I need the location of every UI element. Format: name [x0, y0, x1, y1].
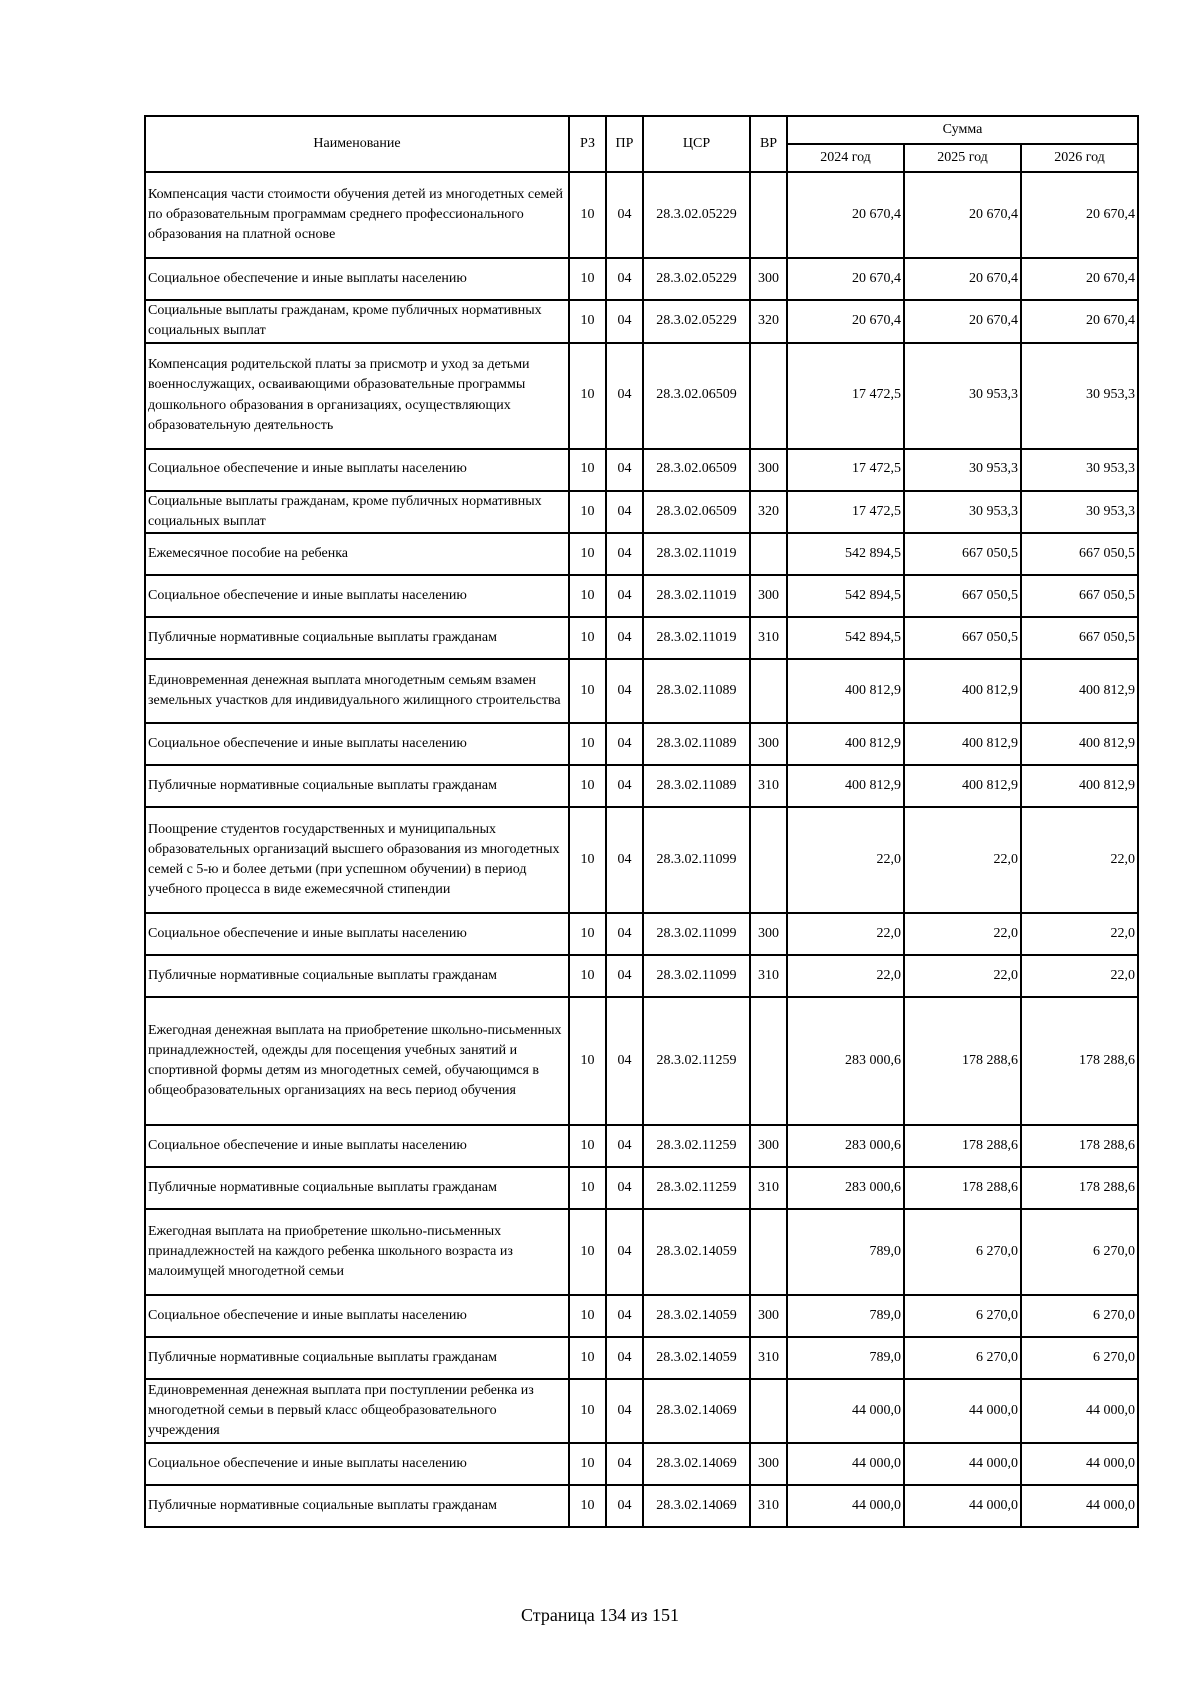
cell-amount-2024: 789,0 — [787, 1295, 904, 1337]
cell-amount-2026: 22,0 — [1021, 807, 1138, 913]
cell-amount-2025: 667 050,5 — [904, 617, 1021, 659]
cell-name: Социальное обеспечение и иные выплаты населению — [145, 1295, 569, 1337]
cell-rz: 10 — [569, 997, 606, 1125]
cell-amount-2025: 400 812,9 — [904, 723, 1021, 765]
cell-name: Ежегодная выплата на приобретение школьно-письменных принадлежностей на каждого ребенка школьного возраста из малоимущей многодетной семьи — [145, 1209, 569, 1295]
cell-amount-2025: 6 270,0 — [904, 1295, 1021, 1337]
cell-name: Поощрение студентов государственных и муниципальных образовательных организаций высшего образования из многодетных семей с 5-ю и более детьми (при успешном обучении) в период учебного процесса в виде ежемесячной стипендии — [145, 807, 569, 913]
cell-amount-2026: 178 288,6 — [1021, 997, 1138, 1125]
cell-amount-2026: 20 670,4 — [1021, 172, 1138, 258]
page-number: Страница 134 из 151 — [521, 1605, 679, 1625]
cell-csr: 28.3.02.11089 — [643, 723, 750, 765]
cell-name: Социальные выплаты гражданам, кроме публичных нормативных социальных выплат — [145, 491, 569, 534]
cell-csr: 28.3.02.14069 — [643, 1443, 750, 1485]
cell-vr: 310 — [750, 765, 787, 807]
header-year-2025: 2025 год — [904, 144, 1021, 172]
cell-name: Единовременная денежная выплата при поступлении ребенка из многодетной семьи в первый класс общеобразовательного учреждения — [145, 1379, 569, 1443]
cell-amount-2024: 44 000,0 — [787, 1379, 904, 1443]
cell-name: Социальное обеспечение и иные выплаты населению — [145, 723, 569, 765]
cell-pr: 04 — [606, 1485, 643, 1527]
cell-amount-2026: 20 670,4 — [1021, 300, 1138, 343]
cell-amount-2024: 20 670,4 — [787, 258, 904, 300]
cell-pr: 04 — [606, 1337, 643, 1379]
cell-vr — [750, 997, 787, 1125]
cell-amount-2025: 22,0 — [904, 807, 1021, 913]
cell-amount-2024: 44 000,0 — [787, 1485, 904, 1527]
cell-amount-2025: 178 288,6 — [904, 1167, 1021, 1209]
header-sum: Сумма — [787, 116, 1138, 144]
table-row — [145, 1209, 1138, 1295]
cell-amount-2026: 22,0 — [1021, 955, 1138, 997]
cell-amount-2026: 667 050,5 — [1021, 533, 1138, 575]
cell-amount-2025: 400 812,9 — [904, 765, 1021, 807]
cell-pr: 04 — [606, 1295, 643, 1337]
cell-pr: 04 — [606, 723, 643, 765]
cell-csr: 28.3.02.14059 — [643, 1295, 750, 1337]
cell-csr: 28.3.02.14069 — [643, 1379, 750, 1443]
table-row — [145, 955, 1138, 997]
table-row — [145, 807, 1138, 913]
cell-rz: 10 — [569, 913, 606, 955]
cell-amount-2025: 30 953,3 — [904, 343, 1021, 449]
cell-amount-2026: 44 000,0 — [1021, 1443, 1138, 1485]
cell-amount-2024: 400 812,9 — [787, 723, 904, 765]
cell-pr: 04 — [606, 997, 643, 1125]
cell-name: Социальное обеспечение и иные выплаты населению — [145, 449, 569, 491]
cell-name: Социальное обеспечение и иные выплаты населению — [145, 1443, 569, 1485]
table-row — [145, 659, 1138, 723]
cell-csr: 28.3.02.11019 — [643, 533, 750, 575]
table-row — [145, 172, 1138, 258]
cell-amount-2025: 178 288,6 — [904, 997, 1021, 1125]
cell-csr: 28.3.02.14069 — [643, 1485, 750, 1527]
cell-amount-2026: 667 050,5 — [1021, 575, 1138, 617]
cell-amount-2025: 30 953,3 — [904, 491, 1021, 534]
cell-vr — [750, 807, 787, 913]
cell-pr: 04 — [606, 913, 643, 955]
cell-amount-2024: 17 472,5 — [787, 491, 904, 534]
cell-vr: 310 — [750, 1337, 787, 1379]
cell-vr: 300 — [750, 913, 787, 955]
cell-amount-2024: 22,0 — [787, 807, 904, 913]
cell-pr: 04 — [606, 575, 643, 617]
cell-csr: 28.3.02.06509 — [643, 449, 750, 491]
header-rz: РЗ — [569, 116, 606, 172]
cell-name: Публичные нормативные социальные выплаты гражданам — [145, 617, 569, 659]
cell-csr: 28.3.02.11259 — [643, 997, 750, 1125]
table-row — [145, 913, 1138, 955]
cell-csr: 28.3.02.11259 — [643, 1125, 750, 1167]
cell-rz: 10 — [569, 172, 606, 258]
cell-name: Публичные нормативные социальные выплаты гражданам — [145, 765, 569, 807]
table-row — [145, 1443, 1138, 1485]
table-row — [145, 1379, 1138, 1443]
cell-amount-2025: 30 953,3 — [904, 449, 1021, 491]
cell-amount-2026: 178 288,6 — [1021, 1167, 1138, 1209]
table-row — [145, 258, 1138, 300]
header-year-2024: 2024 год — [787, 144, 904, 172]
cell-vr: 310 — [750, 955, 787, 997]
cell-csr: 28.3.02.14059 — [643, 1337, 750, 1379]
cell-amount-2024: 542 894,5 — [787, 533, 904, 575]
cell-amount-2025: 400 812,9 — [904, 659, 1021, 723]
cell-vr: 310 — [750, 1485, 787, 1527]
cell-pr: 04 — [606, 765, 643, 807]
table-row — [145, 1337, 1138, 1379]
cell-amount-2026: 6 270,0 — [1021, 1337, 1138, 1379]
table-row — [145, 1295, 1138, 1337]
table-row — [145, 533, 1138, 575]
cell-amount-2024: 400 812,9 — [787, 765, 904, 807]
cell-amount-2024: 20 670,4 — [787, 172, 904, 258]
cell-vr: 300 — [750, 723, 787, 765]
budget-table — [144, 115, 1139, 1528]
cell-amount-2025: 44 000,0 — [904, 1485, 1021, 1527]
header-vr: ВР — [750, 116, 787, 172]
cell-csr: 28.3.02.11099 — [643, 955, 750, 997]
table-row — [145, 449, 1138, 491]
cell-rz: 10 — [569, 1443, 606, 1485]
header-year-2026: 2026 год — [1021, 144, 1138, 172]
cell-rz: 10 — [569, 1379, 606, 1443]
table-row — [145, 343, 1138, 449]
cell-rz: 10 — [569, 343, 606, 449]
cell-amount-2024: 283 000,6 — [787, 1125, 904, 1167]
cell-name: Единовременная денежная выплата многодетным семьям взамен земельных участков для индивидуального жилищного строительства — [145, 659, 569, 723]
cell-vr — [750, 172, 787, 258]
cell-pr: 04 — [606, 449, 643, 491]
cell-vr: 320 — [750, 300, 787, 343]
cell-vr: 310 — [750, 1167, 787, 1209]
cell-name: Публичные нормативные социальные выплаты гражданам — [145, 955, 569, 997]
cell-amount-2025: 20 670,4 — [904, 258, 1021, 300]
cell-pr: 04 — [606, 617, 643, 659]
cell-rz: 10 — [569, 449, 606, 491]
cell-amount-2025: 22,0 — [904, 913, 1021, 955]
cell-amount-2024: 20 670,4 — [787, 300, 904, 343]
cell-name: Публичные нормативные социальные выплаты гражданам — [145, 1485, 569, 1527]
cell-pr: 04 — [606, 1167, 643, 1209]
cell-amount-2025: 667 050,5 — [904, 575, 1021, 617]
cell-vr: 300 — [750, 575, 787, 617]
cell-csr: 28.3.02.11099 — [643, 913, 750, 955]
header-name: Наименование — [145, 116, 569, 172]
cell-amount-2025: 20 670,4 — [904, 300, 1021, 343]
cell-amount-2026: 20 670,4 — [1021, 258, 1138, 300]
cell-pr: 04 — [606, 1125, 643, 1167]
cell-amount-2024: 17 472,5 — [787, 449, 904, 491]
cell-amount-2026: 44 000,0 — [1021, 1379, 1138, 1443]
cell-amount-2024: 542 894,5 — [787, 575, 904, 617]
cell-rz: 10 — [569, 491, 606, 534]
cell-name: Ежемесячное пособие на ребенка — [145, 533, 569, 575]
table-row — [145, 765, 1138, 807]
cell-name: Социальное обеспечение и иные выплаты населению — [145, 913, 569, 955]
cell-amount-2026: 6 270,0 — [1021, 1209, 1138, 1295]
cell-amount-2026: 44 000,0 — [1021, 1485, 1138, 1527]
cell-vr: 300 — [750, 258, 787, 300]
cell-rz: 10 — [569, 723, 606, 765]
cell-amount-2024: 283 000,6 — [787, 1167, 904, 1209]
cell-name: Социальное обеспечение и иные выплаты населению — [145, 1125, 569, 1167]
cell-csr: 28.3.02.11019 — [643, 575, 750, 617]
cell-name: Публичные нормативные социальные выплаты гражданам — [145, 1337, 569, 1379]
cell-rz: 10 — [569, 1125, 606, 1167]
cell-vr: 320 — [750, 491, 787, 534]
cell-pr: 04 — [606, 533, 643, 575]
cell-amount-2025: 6 270,0 — [904, 1337, 1021, 1379]
cell-rz: 10 — [569, 258, 606, 300]
cell-vr: 300 — [750, 1443, 787, 1485]
cell-amount-2024: 542 894,5 — [787, 617, 904, 659]
cell-pr: 04 — [606, 491, 643, 534]
cell-pr: 04 — [606, 172, 643, 258]
cell-pr: 04 — [606, 300, 643, 343]
cell-amount-2026: 667 050,5 — [1021, 617, 1138, 659]
cell-amount-2024: 22,0 — [787, 955, 904, 997]
cell-rz: 10 — [569, 575, 606, 617]
cell-name: Социальное обеспечение и иные выплаты населению — [145, 575, 569, 617]
table-row — [145, 491, 1138, 534]
cell-vr — [750, 343, 787, 449]
cell-rz: 10 — [569, 659, 606, 723]
cell-amount-2024: 17 472,5 — [787, 343, 904, 449]
cell-vr — [750, 1209, 787, 1295]
cell-amount-2026: 30 953,3 — [1021, 449, 1138, 491]
cell-pr: 04 — [606, 807, 643, 913]
cell-amount-2026: 22,0 — [1021, 913, 1138, 955]
cell-amount-2024: 44 000,0 — [787, 1443, 904, 1485]
cell-rz: 10 — [569, 1337, 606, 1379]
cell-pr: 04 — [606, 1379, 643, 1443]
cell-amount-2026: 400 812,9 — [1021, 765, 1138, 807]
table-row — [145, 1167, 1138, 1209]
cell-pr: 04 — [606, 258, 643, 300]
cell-amount-2026: 6 270,0 — [1021, 1295, 1138, 1337]
cell-name: Компенсация части стоимости обучения детей из многодетных семей по образовательным программам среднего профессионального образования на платной основе — [145, 172, 569, 258]
table-row — [145, 575, 1138, 617]
cell-rz: 10 — [569, 1485, 606, 1527]
cell-name: Компенсация родительской платы за присмотр и уход за детьми военнослужащих, осваивающими образовательные программы дошкольного образования в организациях, осуществляющих образовательную деятельность — [145, 343, 569, 449]
cell-csr: 28.3.02.11089 — [643, 659, 750, 723]
cell-amount-2026: 400 812,9 — [1021, 659, 1138, 723]
cell-vr: 300 — [750, 1295, 787, 1337]
cell-pr: 04 — [606, 955, 643, 997]
cell-vr: 300 — [750, 449, 787, 491]
cell-amount-2026: 400 812,9 — [1021, 723, 1138, 765]
cell-name: Социальные выплаты гражданам, кроме публичных нормативных социальных выплат — [145, 300, 569, 343]
cell-csr: 28.3.02.11019 — [643, 617, 750, 659]
cell-amount-2024: 400 812,9 — [787, 659, 904, 723]
cell-csr: 28.3.02.11099 — [643, 807, 750, 913]
cell-amount-2024: 22,0 — [787, 913, 904, 955]
cell-amount-2024: 789,0 — [787, 1337, 904, 1379]
cell-pr: 04 — [606, 343, 643, 449]
cell-name: Социальное обеспечение и иные выплаты населению — [145, 258, 569, 300]
cell-csr: 28.3.02.05229 — [643, 258, 750, 300]
cell-amount-2026: 178 288,6 — [1021, 1125, 1138, 1167]
cell-amount-2025: 667 050,5 — [904, 533, 1021, 575]
cell-rz: 10 — [569, 1209, 606, 1295]
cell-csr: 28.3.02.11089 — [643, 765, 750, 807]
table-row — [145, 300, 1138, 343]
cell-csr: 28.3.02.05229 — [643, 300, 750, 343]
cell-csr: 28.3.02.14059 — [643, 1209, 750, 1295]
table-row — [145, 997, 1138, 1125]
cell-amount-2024: 283 000,6 — [787, 997, 904, 1125]
cell-amount-2026: 30 953,3 — [1021, 491, 1138, 534]
cell-vr — [750, 533, 787, 575]
cell-pr: 04 — [606, 1443, 643, 1485]
cell-amount-2024: 789,0 — [787, 1209, 904, 1295]
cell-name: Публичные нормативные социальные выплаты гражданам — [145, 1167, 569, 1209]
cell-vr: 310 — [750, 617, 787, 659]
table-row — [145, 723, 1138, 765]
cell-csr: 28.3.02.05229 — [643, 172, 750, 258]
cell-amount-2025: 44 000,0 — [904, 1443, 1021, 1485]
cell-rz: 10 — [569, 533, 606, 575]
cell-csr: 28.3.02.06509 — [643, 491, 750, 534]
cell-rz: 10 — [569, 807, 606, 913]
table-body — [145, 172, 1138, 1527]
cell-amount-2026: 30 953,3 — [1021, 343, 1138, 449]
cell-amount-2025: 178 288,6 — [904, 1125, 1021, 1167]
cell-amount-2025: 22,0 — [904, 955, 1021, 997]
cell-amount-2025: 20 670,4 — [904, 172, 1021, 258]
table-row — [145, 1485, 1138, 1527]
cell-vr: 300 — [750, 1125, 787, 1167]
cell-rz: 10 — [569, 617, 606, 659]
cell-rz: 10 — [569, 1295, 606, 1337]
cell-rz: 10 — [569, 765, 606, 807]
table-row — [145, 617, 1138, 659]
header-pr: ПР — [606, 116, 643, 172]
cell-csr: 28.3.02.06509 — [643, 343, 750, 449]
cell-csr: 28.3.02.11259 — [643, 1167, 750, 1209]
cell-pr: 04 — [606, 659, 643, 723]
cell-rz: 10 — [569, 955, 606, 997]
cell-pr: 04 — [606, 1209, 643, 1295]
cell-rz: 10 — [569, 300, 606, 343]
table-row — [145, 1125, 1138, 1167]
cell-vr — [750, 659, 787, 723]
cell-vr — [750, 1379, 787, 1443]
cell-amount-2025: 44 000,0 — [904, 1379, 1021, 1443]
cell-name: Ежегодная денежная выплата на приобретение школьно-письменных принадлежностей, одежды для посещения учебных занятий и спортивной формы детям из многодетных семей, обучающимся в общеобразовательных организациях на весь период обучения — [145, 997, 569, 1125]
cell-rz: 10 — [569, 1167, 606, 1209]
cell-amount-2025: 6 270,0 — [904, 1209, 1021, 1295]
header-csr: ЦСР — [643, 116, 750, 172]
